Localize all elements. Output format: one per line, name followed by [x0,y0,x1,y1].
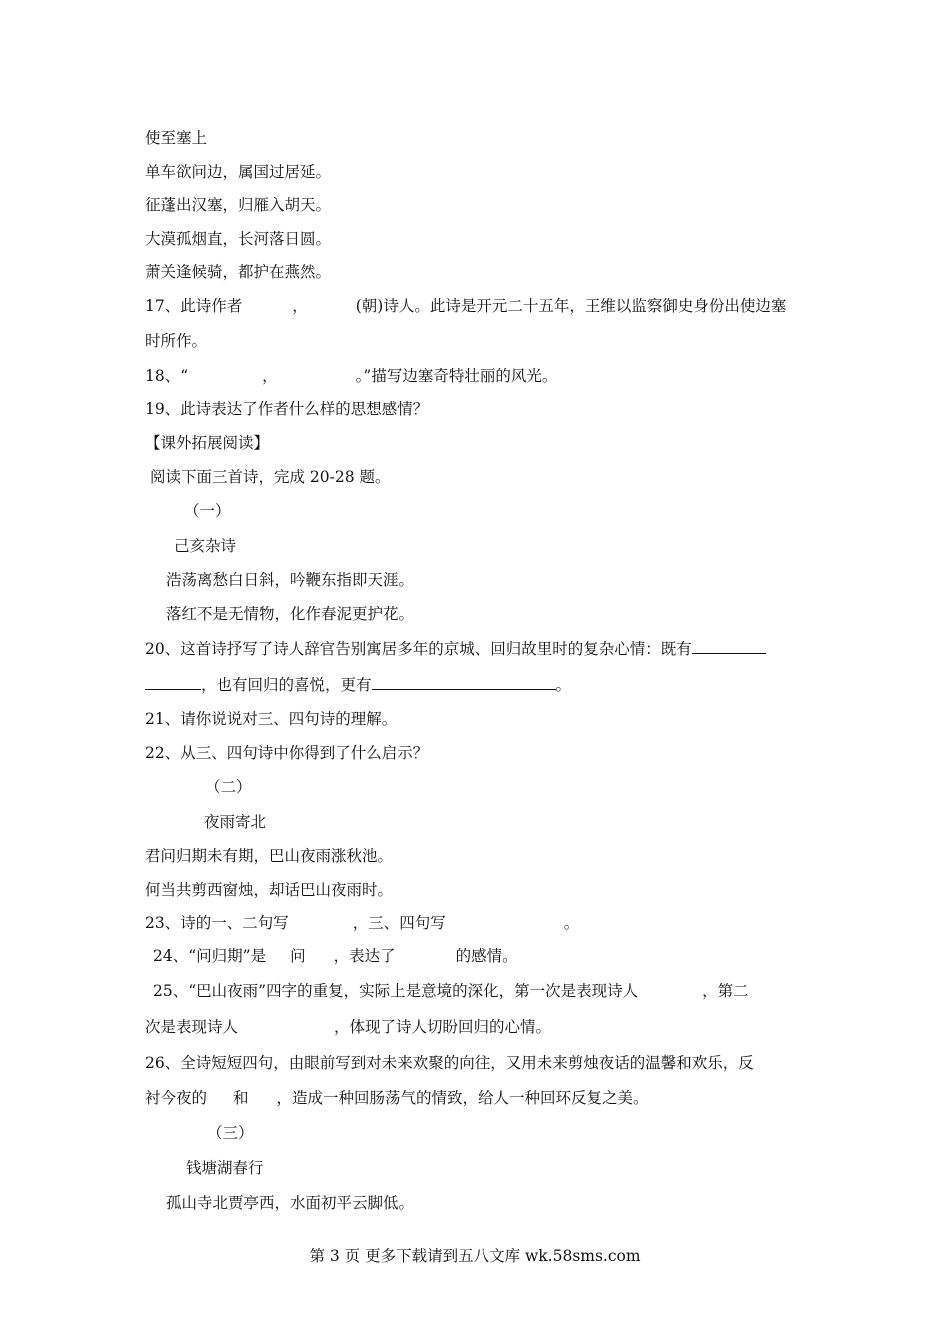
question-20-cont: ，也有回归的喜悦，更有 。 [145,674,571,695]
question-25-cont: 次是表现诗人 ，体现了诗人切盼回归的心情。 [145,1018,552,1036]
poem-line: 何当共剪西窗烛，却话巴山夜雨时。 [145,881,394,899]
poem-line: 萧关逢候骑，都护在燕然。 [145,263,332,281]
question-26-cont: 衬今夜的 和 ，造成一种回肠荡气的情致，给人一种回环反复之美。 [145,1089,649,1107]
question-18: 18、“ ， 。”描写边塞奇特壮丽的风光。 [145,367,558,385]
question-17: 17、此诗作者 ， (朝)诗人。此诗是开元二十五年，王维以监察御史身份出使边塞 [145,297,787,315]
question-20: 20、这首诗抒写了诗人辞官告别寓居多年的京城、回归故里时的复杂心情：既有 [145,638,766,659]
question-22: 22、从三、四句诗中你得到了什么启示？ [145,744,429,762]
question-25: 25、“巴山夜雨”四字的重复，实际上是意境的深化，第一次是表现诗人 ，第二 [153,982,749,1000]
poem-line: 浩荡离愁白日斜，吟鞭东指即天涯。 [166,571,415,589]
poem-line: 孤山寺北贾亭西，水面初平云脚低。 [166,1194,415,1212]
question-19: 19、此诗表达了作者什么样的思想感情？ [145,400,429,418]
poem-title: 己亥杂诗 [174,537,237,555]
question-21: 21、请你说说对三、四句诗的理解。 [145,710,398,728]
poem-part-label: （二） [205,778,252,796]
poem-part-label: （一） [184,502,231,520]
question-24: 24、“问归期”是 问 ，表达了 的感情。 [153,947,518,965]
question-26: 26、全诗短短四句，由眼前写到对未来欢聚的向往，又用未来剪烛夜话的温馨和欢乐，反 [145,1054,754,1072]
poem-part-label: （三） [207,1124,254,1142]
poem-line: 单车欲问边，属国过居延。 [145,163,332,181]
question-17-cont: 时所作。 [145,332,208,350]
reading-intro: 阅读下面三首诗，完成 20-28 题。 [150,468,391,486]
section-title: 【课外拓展阅读】 [145,434,270,452]
poem-line: 落红不是无情物，化作春泥更护花。 [166,605,415,623]
page-footer: 第 3 页 更多下载请到五八文库 wk.58sms.com [309,1247,641,1265]
poem-line: 征蓬出汉塞，归雁入胡天。 [145,196,332,214]
question-23: 23、诗的一、二句写 ，三、四句写 。 [145,914,580,932]
poem-title: 夜雨寄北 [204,813,267,831]
poem-title: 钱塘湖春行 [186,1159,264,1177]
poem-line: 大漠孤烟直，长河落日圆。 [145,230,332,248]
poem-title: 使至塞上 [145,129,208,147]
poem-line: 君问归期未有期，巴山夜雨涨秋池。 [145,847,394,865]
